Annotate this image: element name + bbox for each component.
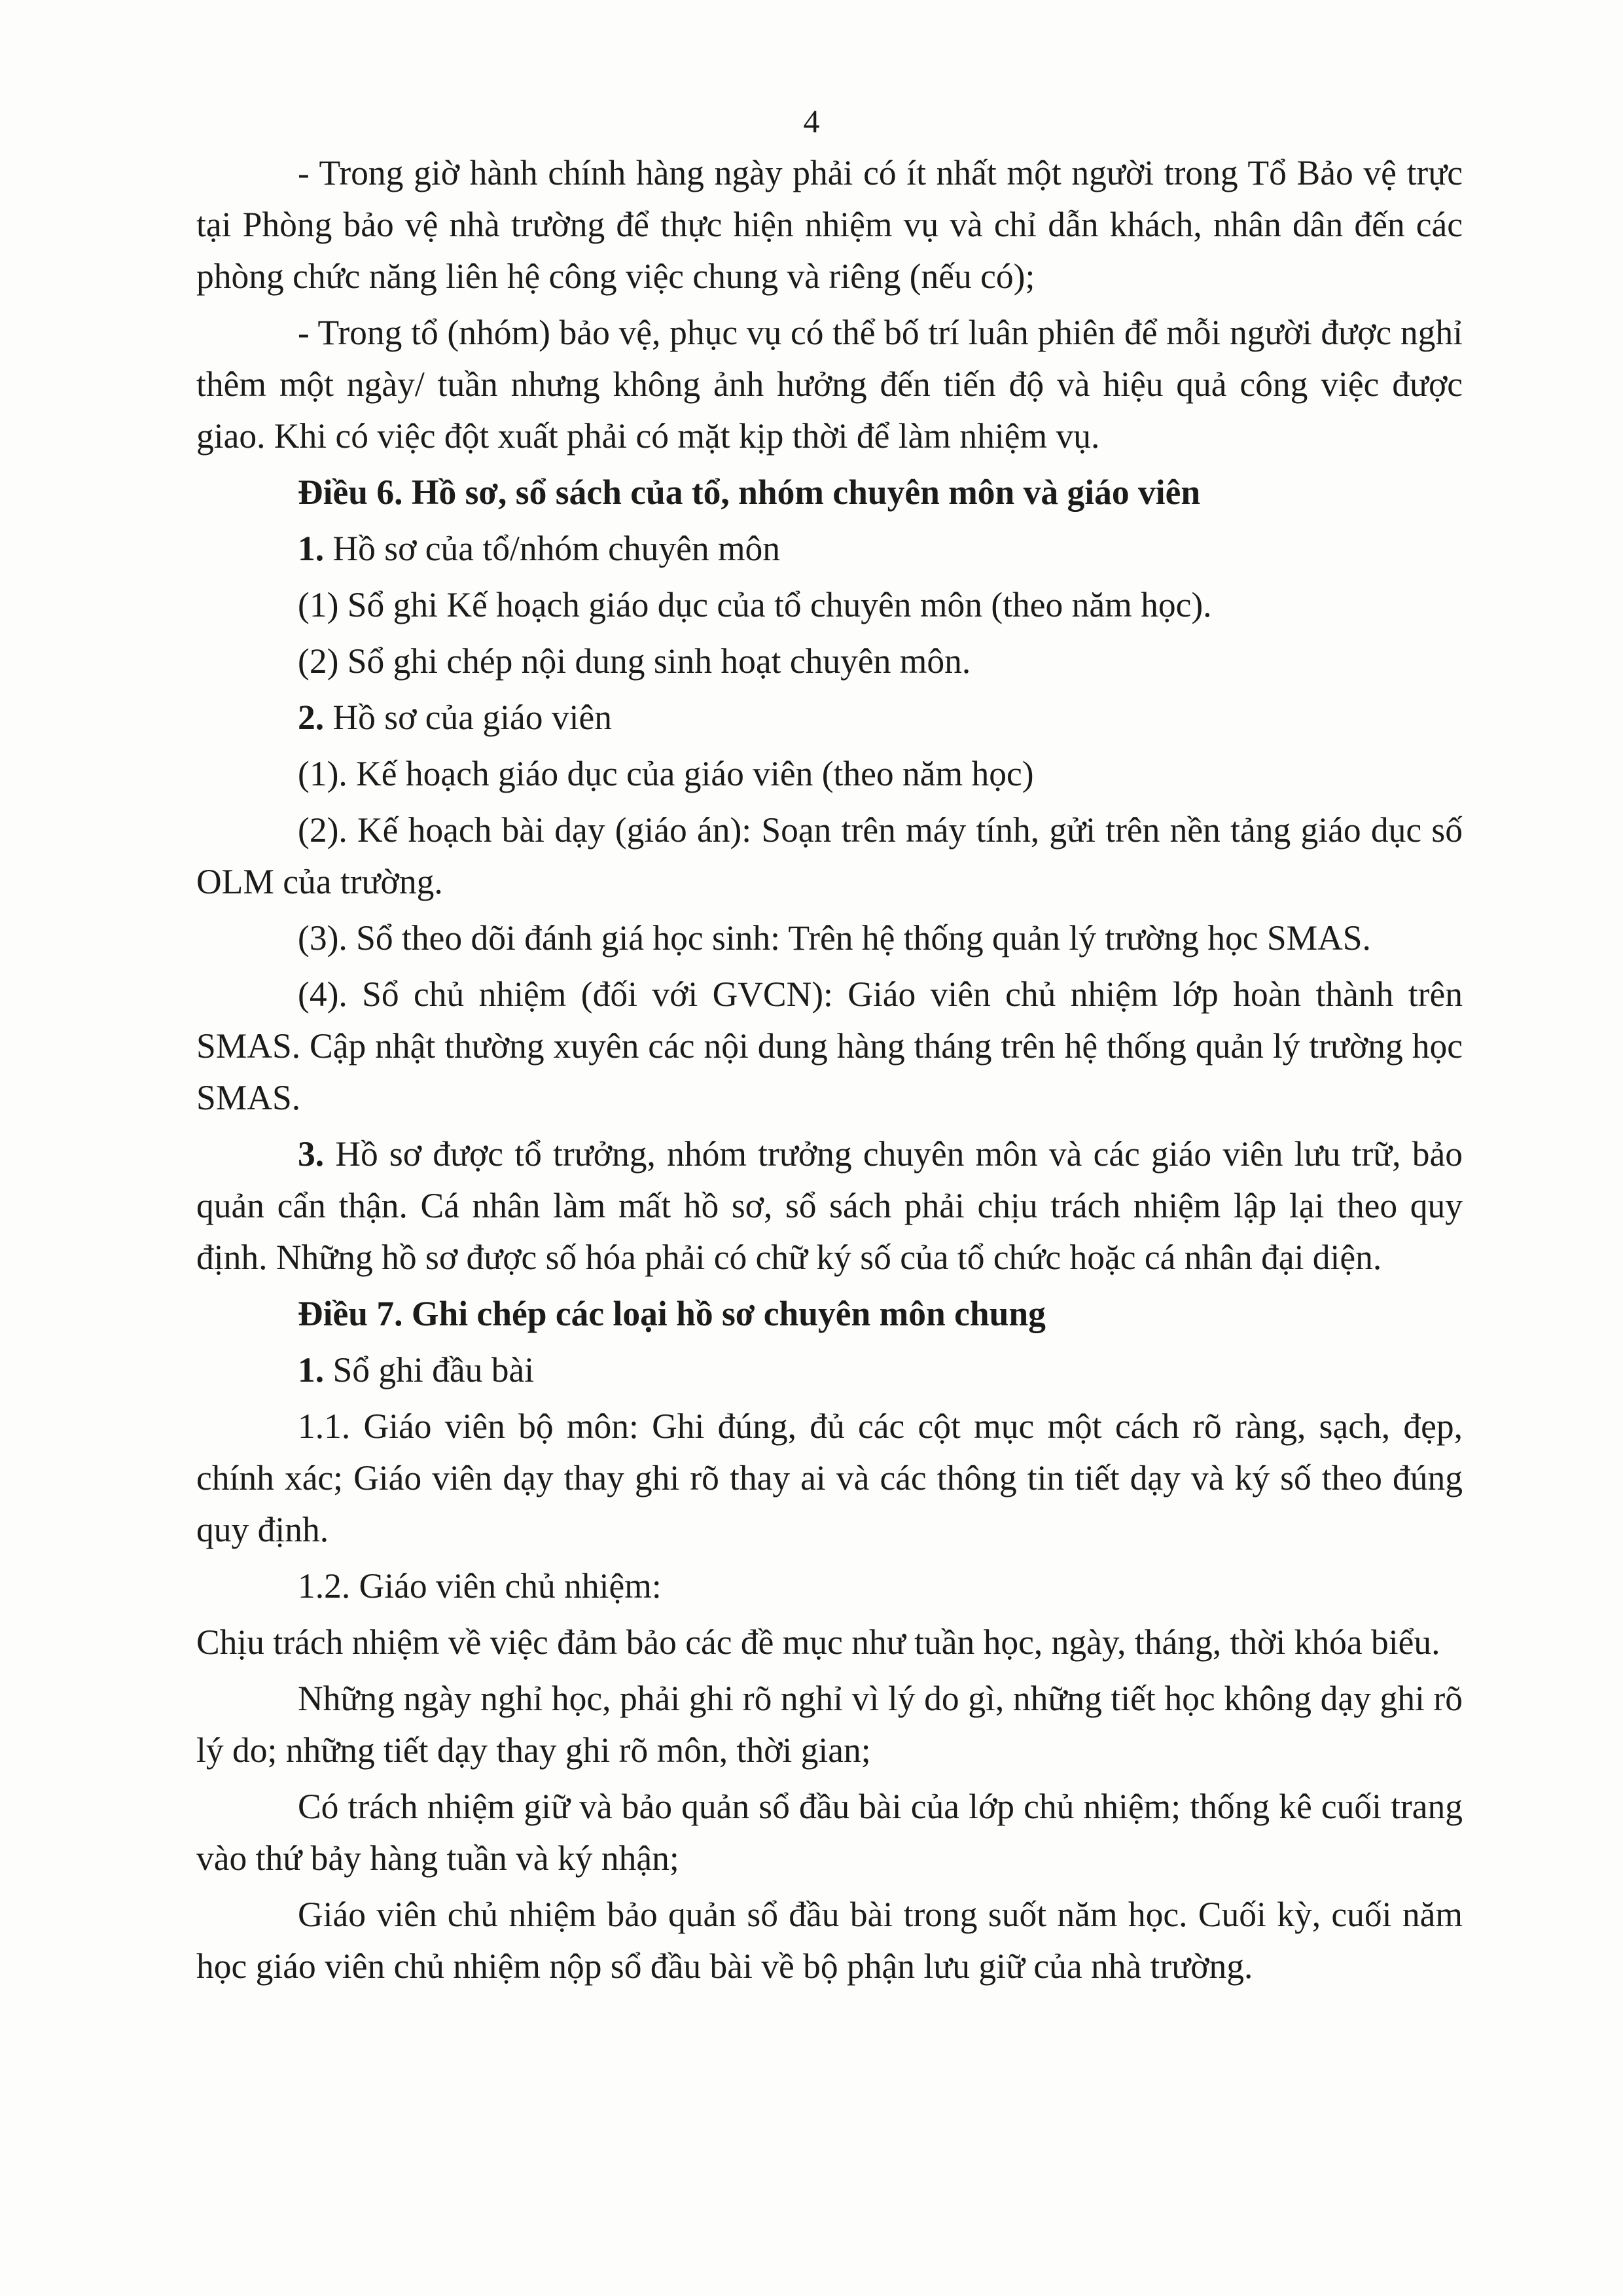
paragraph xyxy=(196,1781,1463,1884)
article-heading xyxy=(196,1288,1463,1340)
heading-text: Điều 7. Ghi chép các loại hồ sơ chuyên môn chung xyxy=(298,1294,1046,1333)
paragraph-text: Hồ sơ được tổ trưởng, nhóm trưởng chuyên môn và các giáo viên lưu trữ, bảo quản cẩn thận. Cá nhân làm mất hồ sơ, sổ sách phải chịu trách nhiệm lập lại theo quy định. Những hồ sơ được số hóa phải có chữ ký số của tổ chức hoặc cá nhân đại diện. xyxy=(196,1134,1463,1277)
paragraph-text: Có trách nhiệm giữ và bảo quản sổ đầu bài của lớp chủ nhiệm; thống kê cuối trang vào thứ bảy hàng tuần và ký nhận; xyxy=(196,1787,1463,1878)
item-number: 1. xyxy=(298,1350,325,1390)
paragraph-text: Những ngày nghỉ học, phải ghi rõ nghỉ vì lý do gì, những tiết học không dạy ghi rõ lý do; những tiết dạy thay ghi rõ môn, thời gian; xyxy=(196,1679,1463,1770)
paragraph-text: (3). Sổ theo dõi đánh giá học sinh: Trên hệ thống quản lý trường học SMAS. xyxy=(298,918,1371,958)
paragraph-text: Chịu trách nhiệm về việc đảm bảo các đề mục như tuần học, ngày, tháng, thời khóa biểu. xyxy=(196,1623,1440,1662)
paragraph-text: 1.2. Giáo viên chủ nhiệm: xyxy=(298,1566,662,1605)
paragraph-text: Sổ ghi đầu bài xyxy=(324,1350,535,1390)
paragraph xyxy=(196,692,1463,744)
paragraph-text: Giáo viên chủ nhiệm bảo quản sổ đầu bài trong suốt năm học. Cuối kỳ, cuối năm học giáo viên chủ nhiệm nộp sổ đầu bài về bộ phận lưu giữ của nhà trường. xyxy=(196,1895,1463,1986)
item-number: 2. xyxy=(298,698,325,737)
paragraph xyxy=(196,969,1463,1124)
paragraph xyxy=(196,1617,1463,1668)
document-body xyxy=(196,147,1463,1997)
paragraph xyxy=(196,1401,1463,1556)
paragraph xyxy=(196,912,1463,964)
paragraph-text: (1). Kế hoạch giáo dục của giáo viên (theo năm học) xyxy=(298,754,1034,793)
paragraph xyxy=(196,636,1463,687)
paragraph xyxy=(196,307,1463,462)
paragraph xyxy=(196,1128,1463,1283)
paragraph xyxy=(196,523,1463,575)
paragraph-text: (2) Sổ ghi chép nội dung sinh hoạt chuyên môn. xyxy=(298,641,971,681)
paragraph-text: (4). Sổ chủ nhiệm (đối với GVCN): Giáo viên chủ nhiệm lớp hoàn thành trên SMAS. Cập nhật thường xuyên các nội dung hàng tháng trên hệ thống quản lý trường học SMAS. xyxy=(196,975,1463,1117)
paragraph-text: Hồ sơ của tổ/nhóm chuyên môn xyxy=(324,529,781,568)
paragraph xyxy=(196,1344,1463,1396)
paragraph-text: - Trong giờ hành chính hàng ngày phải có ít nhất một người trong Tổ Bảo vệ trực tại Phòng bảo vệ nhà trường để thực hiện nhiệm vụ và chỉ dẫn khách, nhân dân đến các phòng chức năng liên hệ công việc chung và riêng (nếu có); xyxy=(196,153,1463,296)
heading-text: Điều 6. Hồ sơ, sổ sách của tổ, nhóm chuyên môn và giáo viên xyxy=(298,473,1201,512)
item-number: 1. xyxy=(298,529,325,568)
paragraph xyxy=(196,1560,1463,1612)
paragraph-text: (2). Kế hoạch bài dạy (giáo án): Soạn trên máy tính, gửi trên nền tảng giáo dục số OLM của trường. xyxy=(196,810,1463,901)
paragraph-text: (1) Sổ ghi Kế hoạch giáo dục của tổ chuyên môn (theo năm học). xyxy=(298,585,1212,624)
paragraph xyxy=(196,804,1463,908)
page-number: 4 xyxy=(803,103,820,139)
paragraph xyxy=(196,748,1463,800)
paragraph xyxy=(196,579,1463,631)
paragraph xyxy=(196,1889,1463,1992)
paragraph-text: - Trong tổ (nhóm) bảo vệ, phục vụ có thể bố trí luân phiên để mỗi người được nghỉ thêm một ngày/ tuần nhưng không ảnh hưởng đến tiến độ và hiệu quả công việc được giao. Khi có việc đột xuất phải có mặt kịp thời để làm nhiệm vụ. xyxy=(196,313,1463,456)
item-number: 3. xyxy=(298,1134,325,1174)
paragraph-text: Hồ sơ của giáo viên xyxy=(324,698,612,737)
article-heading xyxy=(196,467,1463,518)
paragraph xyxy=(196,1673,1463,1776)
paragraph-text: 1.1. Giáo viên bộ môn: Ghi đúng, đủ các cột mục một cách rõ ràng, sạch, đẹp, chính xác; Giáo viên dạy thay ghi rõ thay ai và các thông tin tiết dạy và ký số theo đúng quy định. xyxy=(196,1407,1463,1549)
paragraph xyxy=(196,147,1463,302)
